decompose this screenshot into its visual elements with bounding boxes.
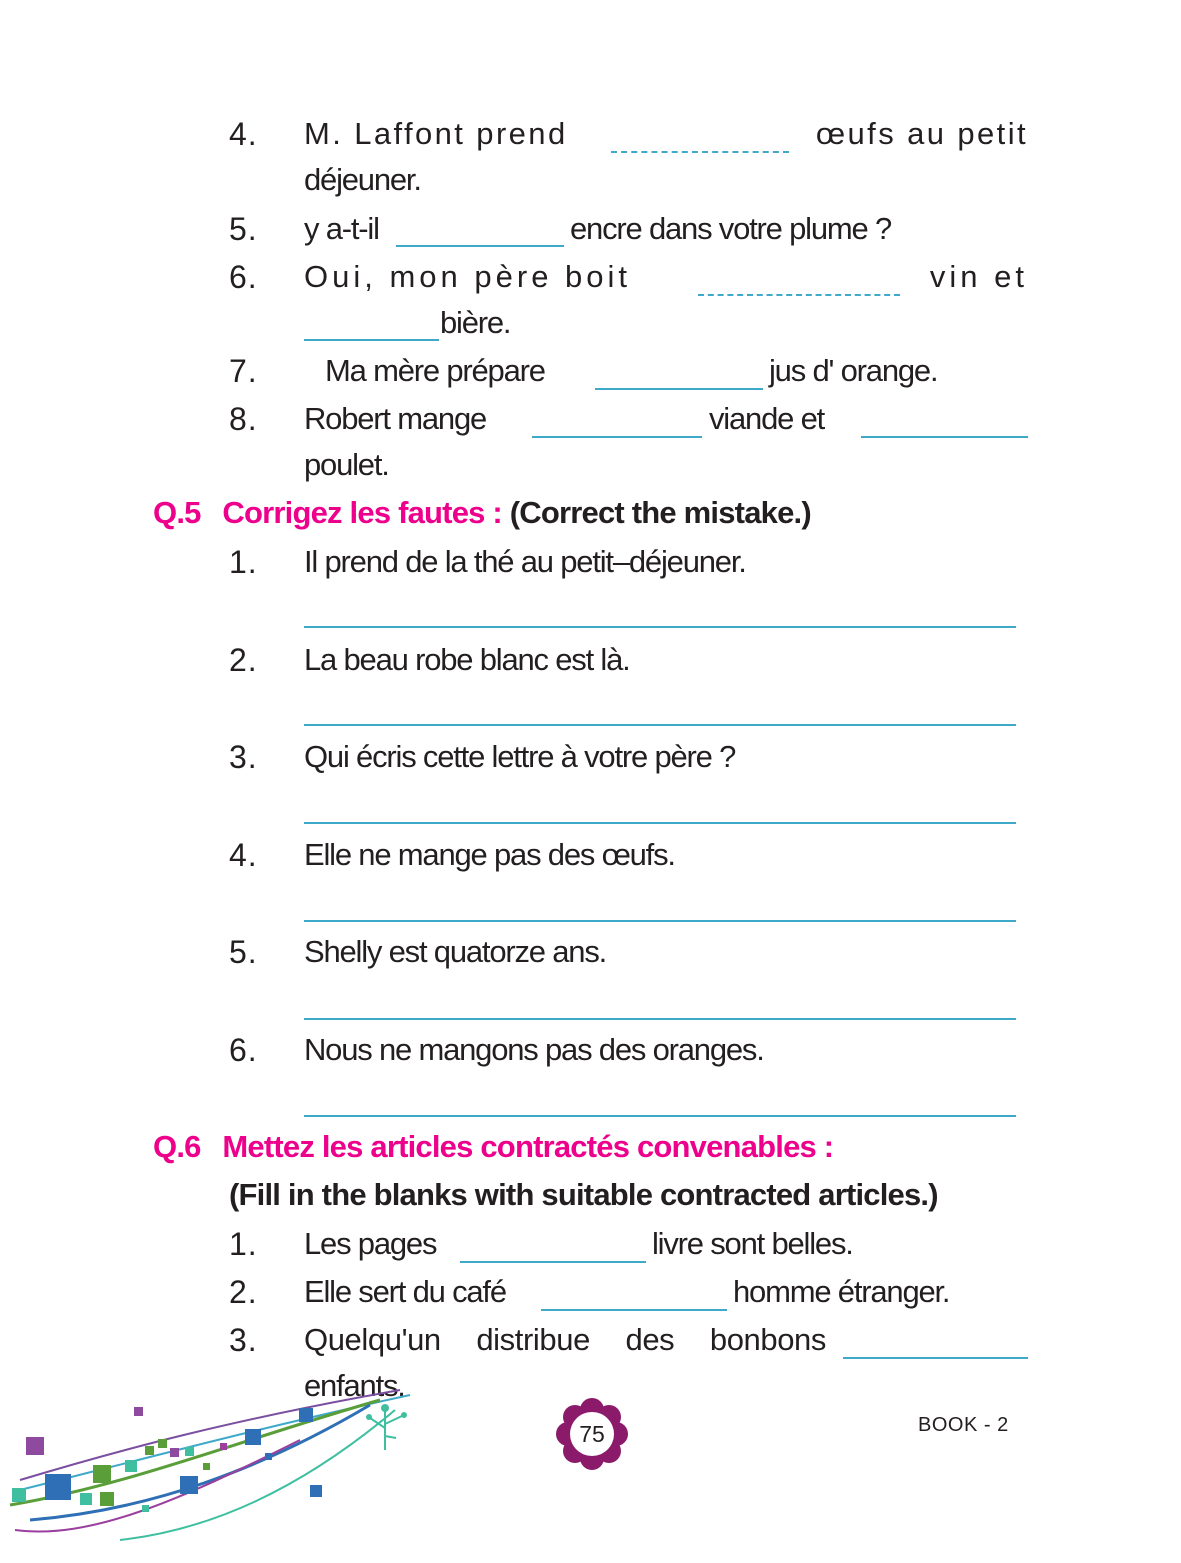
question-subtitle: (Fill in the blanks with suitable contracted articles.) xyxy=(229,1177,938,1212)
answer-blank[interactable] xyxy=(595,388,763,390)
sentence-text: livre sont belles. xyxy=(652,1226,853,1261)
page-number-badge xyxy=(556,1398,628,1470)
sentence-text: œufs au petit xyxy=(815,116,1028,151)
sentence-text: jus d' orange. xyxy=(769,353,938,388)
item-number: 2. xyxy=(229,1274,258,1310)
answer-blank[interactable] xyxy=(460,1261,646,1263)
question-subtitle: (Correct the mistake.) xyxy=(509,495,811,530)
sentence-text: homme étranger. xyxy=(733,1274,950,1309)
item-number: 1. xyxy=(229,544,258,580)
answer-blank[interactable] xyxy=(541,1309,727,1311)
decorative-swirl-graphic xyxy=(0,1380,440,1563)
sentence-text: Oui, mon père boit xyxy=(304,259,632,294)
answer-line[interactable] xyxy=(304,1018,1016,1020)
item-number: 5. xyxy=(229,211,258,247)
sentence-text: La beau robe blanc est là. xyxy=(304,642,630,677)
question-title: Mettez les articles contractés convenables : xyxy=(222,1129,834,1164)
answer-blank[interactable] xyxy=(698,294,900,296)
question-label: Q.6 xyxy=(153,1129,201,1164)
sentence-text: Elle ne mange pas des œufs. xyxy=(304,837,675,872)
answer-line[interactable] xyxy=(304,822,1016,824)
sentence-text: vin et xyxy=(929,259,1028,294)
q5-heading xyxy=(153,495,811,531)
item-number: 4. xyxy=(229,116,258,152)
sentence-text: Nous ne mangons pas des oranges. xyxy=(304,1032,764,1067)
sentence-text: Les pages xyxy=(304,1226,437,1261)
page-number-text: 75 xyxy=(579,1421,605,1447)
sentence-text: Robert mange xyxy=(304,401,487,436)
item-number: 1. xyxy=(229,1226,258,1262)
sentence-text: poulet. xyxy=(304,447,389,482)
item-number: 6. xyxy=(229,259,258,295)
sentence-text: Quelqu'un distribue des bonbons xyxy=(304,1322,826,1357)
answer-blank[interactable] xyxy=(611,151,789,153)
answer-line[interactable] xyxy=(304,920,1016,922)
answer-blank[interactable] xyxy=(843,1357,1028,1359)
answer-blank[interactable] xyxy=(861,436,1028,438)
sentence-text: Ma mère prépare xyxy=(325,353,545,388)
q6-heading xyxy=(153,1129,833,1165)
item-number: 3. xyxy=(229,1322,258,1358)
sentence-text: Elle sert du café xyxy=(304,1274,506,1309)
question-title: Corrigez les fautes : xyxy=(222,495,502,530)
sentence-text: y a-t-il xyxy=(304,211,379,246)
sentence-text: déjeuner. xyxy=(304,162,421,197)
item-number: 6. xyxy=(229,1032,258,1068)
answer-blank[interactable] xyxy=(396,245,564,247)
item-number: 4. xyxy=(229,837,258,873)
sentence-text: Il prend de la thé au petit–déjeuner. xyxy=(304,544,746,579)
answer-line[interactable] xyxy=(304,1115,1016,1117)
sentence-text: encre dans votre plume ? xyxy=(570,211,892,246)
item-number: 3. xyxy=(229,739,258,775)
sentence-text: enfants. xyxy=(304,1368,405,1403)
sentence-text: Shelly est quatorze ans. xyxy=(304,934,607,969)
item-number: 2. xyxy=(229,642,258,678)
sentence-text: bière. xyxy=(440,305,511,340)
book-label: BOOK - 2 xyxy=(918,1414,1009,1436)
sentence-text: M. Laffont prend xyxy=(304,116,568,151)
answer-blank[interactable] xyxy=(532,436,702,438)
sentence-text: viande et xyxy=(709,401,825,436)
item-number: 8. xyxy=(229,401,258,437)
answer-line[interactable] xyxy=(304,724,1016,726)
answer-blank[interactable] xyxy=(304,339,439,341)
answer-line[interactable] xyxy=(304,626,1016,628)
sentence-text: Qui écris cette lettre à votre père ? xyxy=(304,739,736,774)
question-label: Q.5 xyxy=(153,495,201,530)
item-number: 5. xyxy=(229,934,258,970)
item-number: 7. xyxy=(229,353,258,389)
